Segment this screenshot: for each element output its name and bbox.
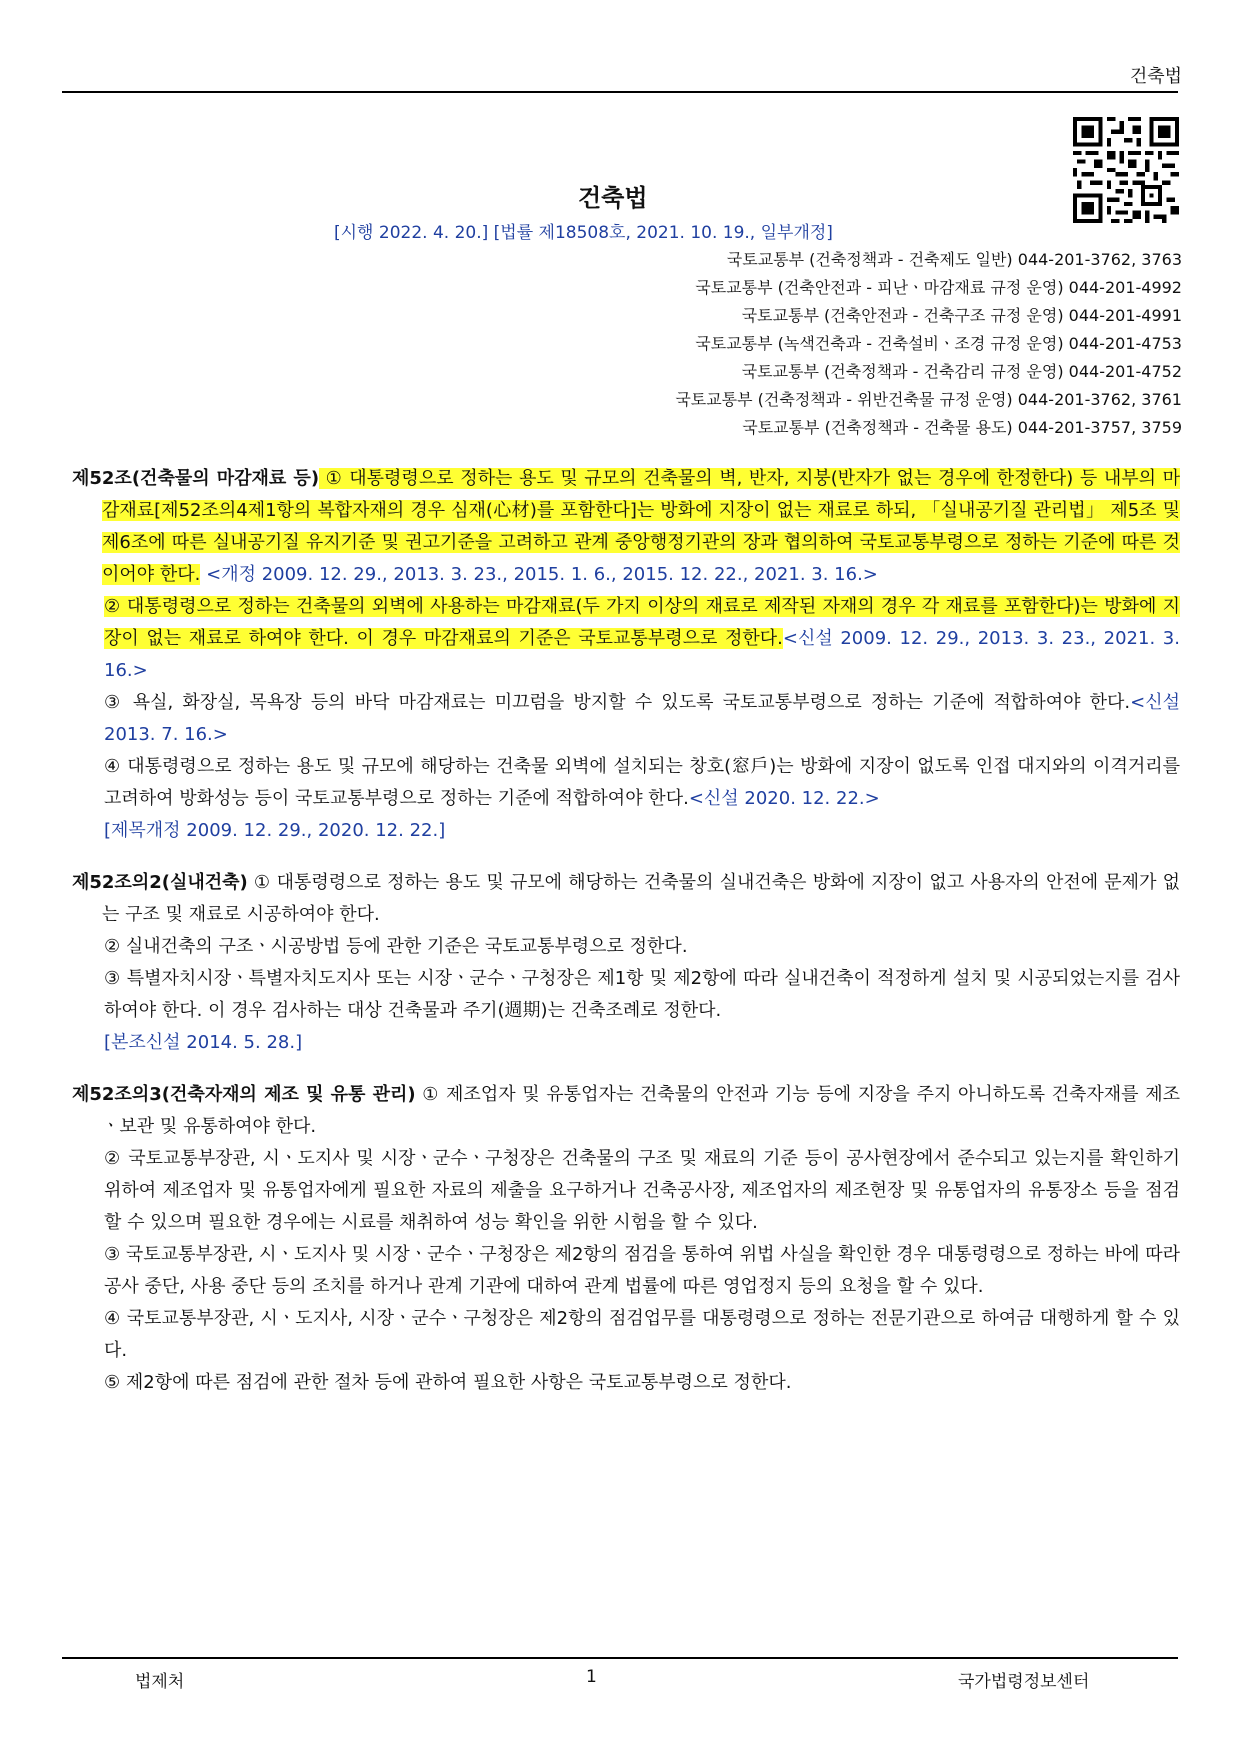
clause-text: ① 제조업자 및 유통업자는 건축물의 안전과 기능 등에 지장을 주지 아니하도록 건축자재를 제조ㆍ보관 및 유통하여야 한다. <box>102 1084 1180 1137</box>
article-52-3-paragraph-3: ③ 국토교통부장관, 시ㆍ도지사 및 시장ㆍ군수ㆍ구청장은 제2항의 점검을 통하여 위법 사실을 확인한 경우 대통령령으로 정하는 바에 따라 공사 중단, 사용 중단 등의 조치를 하거나 관계 기관에 대하여 관계 법률에 따른 영업정지 등의 요청을 할 수 있다. <box>104 1244 1180 1297</box>
article-52-paragraph-3 <box>72 687 1180 751</box>
page-number: 1 <box>586 1667 597 1687</box>
contact-line: 국토교통부 (건축안전과 - 피난ㆍ마감재료 규정 운영) 044-201-4992 <box>695 278 1182 297</box>
article-52-paragraph-4 <box>72 751 1180 815</box>
article-52-3-title: 제52조의3(건축자재의 제조 및 유통 관리) <box>72 1084 416 1105</box>
article-52-3 <box>72 1079 1180 1399</box>
article-52-3-paragraph-4: ④ 국토교통부장관, 시ㆍ도지사, 시장ㆍ군수ㆍ구청장은 제2항의 점검업무를 대통령령으로 정하는 전문기관으로 하여금 대행하게 할 수 있다. <box>104 1308 1180 1361</box>
ministry-contacts <box>675 246 1182 442</box>
footer-rule <box>62 1657 1178 1659</box>
contact-line: 국토교통부 (녹색건축과 - 건축설비ㆍ조경 규정 운영) 044-201-4753 <box>695 334 1182 353</box>
article-52-2 <box>72 867 1180 1059</box>
header-rule <box>62 91 1178 93</box>
footer-source: 국가법령정보센터 <box>958 1672 1090 1692</box>
amendment-note: <신설 2009. 12. 29., 2013. 3. 23., 2021. 3. 16.> <box>104 628 1180 681</box>
footer-publisher: 법제처 <box>135 1672 185 1692</box>
new-article-note: [본조신설 2014. 5. 28.] <box>104 1032 303 1053</box>
article-52-2-paragraph-3: ③ 특별자치시장ㆍ특별자치도지사 또는 시장ㆍ군수ㆍ구청장은 제1항 및 제2항에 따라 실내건축이 적정하게 설치 및 시공되었는지를 검사하여야 한다. 이 경우 검사하는 대상 건축물과 주기(週期)는 건축조례로 정한다. <box>104 968 1180 1021</box>
contact-line: 국토교통부 (건축정책과 - 건축감리 규정 운영) 044-201-4752 <box>741 362 1182 381</box>
amendment-note: <신설 2013. 7. 16.> <box>104 692 1180 745</box>
contact-line: 국토교통부 (건축안전과 - 건축구조 규정 운영) 044-201-4991 <box>741 306 1182 325</box>
article-52-2-title: 제52조의2(실내건축) <box>72 872 248 893</box>
contact-line: 국토교통부 (건축정책과 - 건축물 용도) 044-201-3757, 3759 <box>742 418 1182 437</box>
article-52-2-paragraph-2: ② 실내건축의 구조ㆍ시공방법 등에 관한 기준은 국토교통부령으로 정한다. <box>104 936 688 957</box>
article-52-3-paragraph-1 <box>72 1079 1180 1143</box>
article-52-3-paragraph-2: ② 국토교통부장관, 시ㆍ도지사 및 시장ㆍ군수ㆍ구청장은 건축물의 구조 및 재료의 기준 등이 공사현장에서 준수되고 있는지를 확인하기 위하여 제조업자 및 유통업자에게 필요한 자료의 제출을 요구하거나 건축공사장, 제조업자의 제조현장 및 유통업자의 유통장소 등을 점검할 수 있으며 필요한 경우에는 시료를 채취하여 성능 확인을 위한 시험을 할 수 있다. <box>104 1148 1180 1233</box>
contact-line: 국토교통부 (건축정책과 - 건축제도 일반) 044-201-3762, 3763 <box>726 250 1182 269</box>
article-52-title: 제52조(건축물의 마감재료 등) <box>72 468 320 489</box>
title-amendment-note: [제목개정 2009. 12. 29., 2020. 12. 22.] <box>104 820 446 841</box>
enactment-info: [시행 2022. 4. 20.] [법률 제18508호, 2021. 10. 19., 일부개정] <box>334 223 833 243</box>
article-52-2-paragraph-1 <box>72 867 1180 931</box>
clause-text: ① 대통령령으로 정하는 용도 및 규모에 해당하는 건축물의 실내건축은 방화에 지장이 없고 사용자의 안전에 문제가 없는 구조 및 재료로 시공하여야 한다. <box>102 872 1180 925</box>
document-title: 건축법 <box>578 184 648 212</box>
law-body <box>72 463 1180 1419</box>
contact-line: 국토교통부 (건축정책과 - 위반건축물 규정 운영) 044-201-3762, 3761 <box>675 390 1182 409</box>
clause-text: ③ 욕실, 화장실, 목욕장 등의 바닥 마감재료는 미끄럼을 방지할 수 있도록 국토교통부령으로 정하는 기준에 적합하여야 한다. <box>104 692 1131 713</box>
highlighted-clause: ② 대통령령으로 정하는 건축물의 외벽에 사용하는 마감재료(두 가지 이상의 재료로 제작된 자재의 경우 각 재료를 포함한다)는 방화에 지장이 없는 재료로 하여야 한다. 이 경우 마감재료의 기준은 국토교통부령으로 정한다. <box>104 596 1180 649</box>
article-52-paragraph-1 <box>72 463 1180 591</box>
article-52-3-paragraph-5: ⑤ 제2항에 따른 점검에 관한 절차 등에 관하여 필요한 사항은 국토교통부령으로 정한다. <box>104 1372 792 1393</box>
amendment-note: <개정 2009. 12. 29., 2013. 3. 23., 2015. 1. 6., 2015. 12. 22., 2021. 3. 16.> <box>200 564 878 585</box>
amendment-note: <신설 2020. 12. 22.> <box>688 788 880 809</box>
article-52 <box>72 463 1180 847</box>
highlighted-clause: ① 대통령령으로 정하는 용도 및 규모의 건축물의 벽, 반자, 지붕(반자가 없는 경우에 한정한다) 등 내부의 마감재료[제52조의4제1항의 복합자재의 경우 심재(心材)를 포함한다]는 방화에 지장이 없는 재료로 하되, 「실내공기질 관리법」 제5조 및 제6조에 따른 실내공기질 유지기준 및 권고기준을 고려하고 관계 중앙행정기관의 장과 협의하여 국토교통부령으로 정하는 기준에 따른 것이어야 한다. <box>102 468 1180 585</box>
article-52-paragraph-2 <box>72 591 1180 687</box>
running-header-title: 건축법 <box>1129 66 1182 87</box>
qr-code-icon <box>1073 117 1179 223</box>
clause-text: ④ 대통령령으로 정하는 용도 및 규모에 해당하는 건축물 외벽에 설치되는 창호(窓戶)는 방화에 지장이 없도록 인접 대지와의 이격거리를 고려하여 방화성능 등이 국토교통부령으로 정하는 기준에 적합하여야 한다. <box>104 756 1180 809</box>
